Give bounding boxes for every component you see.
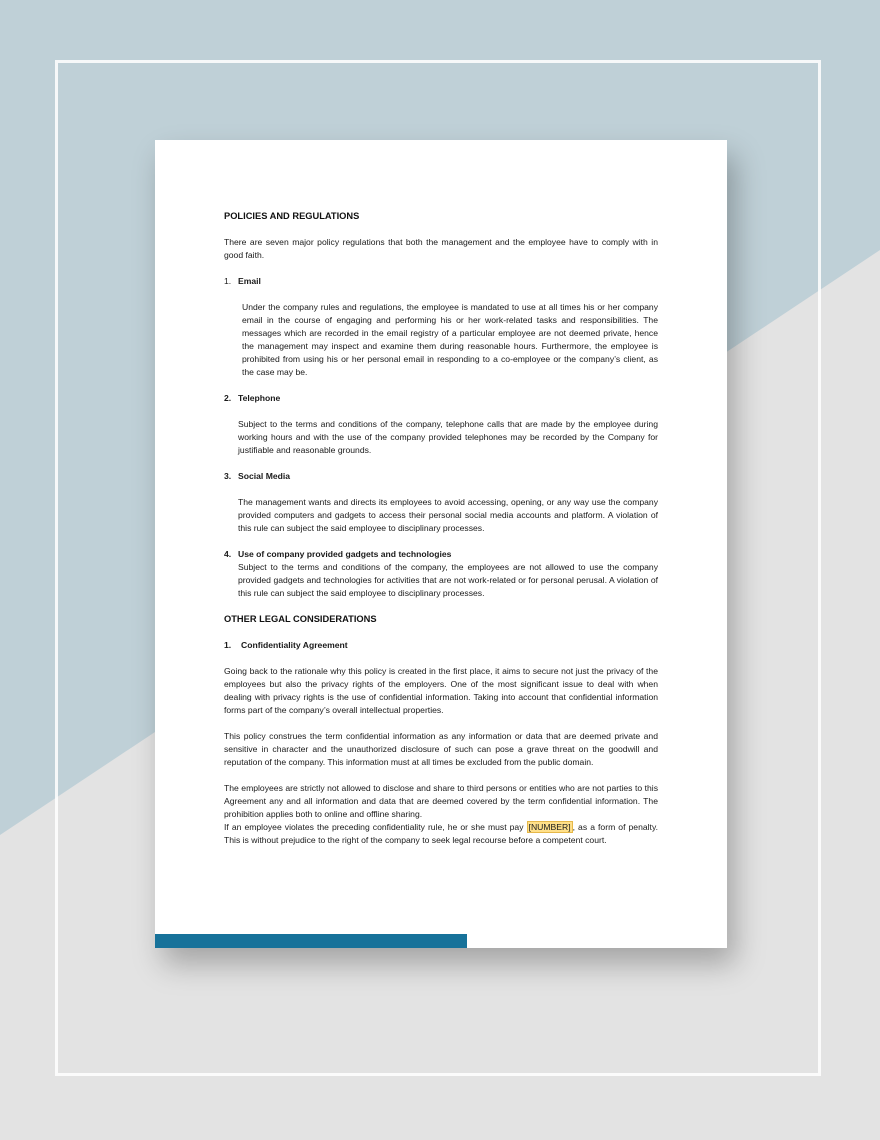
item-body-social-media: The management wants and directs its employees to avoid accessing, opening, or any way use the company provided computers and gadgets to access their personal social media accounts and platform. A violation of this rule can subject the said employee to disciplinary processes.	[238, 497, 658, 533]
item-heading-telephone	[224, 392, 658, 405]
penalty-text-after: , as a form of penalty. This is without prejudice to the right of the company to seek legal recourse before a competent court.	[224, 822, 658, 845]
subheading-title: Confidentiality Agreement	[241, 640, 348, 650]
paragraph-penalty	[224, 821, 658, 847]
item-number: 2.	[224, 393, 232, 403]
item-title: Social Media	[238, 471, 291, 481]
item-body-telephone: Subject to the terms and conditions of the company, telephone calls that are made by the employee during working hours and with the use of the company provided telephones may be recorded by the Company for justifiable and reasonable grounds.	[238, 419, 658, 455]
section-title-policies: POLICIES AND REGULATIONS	[224, 211, 360, 221]
paragraph-definition: This policy construes the term confidential information as any information or data that are deemed private and sensitive in character and the unauthorized disclosure of such can pose a grave threat on the goodwill and reputation of the company. This information must at all times be excluded from the public domain.	[224, 731, 658, 767]
item-heading-social-media	[224, 470, 658, 483]
item-heading-gadgets	[224, 548, 658, 561]
item-number: 1.	[224, 276, 232, 286]
paragraph-rationale: Going back to the rationale why this policy is created in the first place, it aims to secure not just the privacy of the employees but also the privacy rights of the employers. One of the most significant issue to deal with when dealing with privacy rights is the use of confidential information. Taking into account that confidential information forms part of the company’s overall intellectual properties.	[224, 666, 658, 715]
document-page	[155, 140, 727, 948]
intro-paragraph: There are seven major policy regulations that both the management and the employee have to comply with in good faith.	[224, 237, 658, 260]
item-body-email: Under the company rules and regulations, the employee is mandated to use at all times his or her company email in the course of engaging and performing his or her work-related tasks and responsibilities. The messages which are recorded in the email registry of a particular employee are not deemed private, hence the management may inspect and examine them during reasonable hours. Furthermore, the employee is prohibited from using his or her personal email in responding to a co-employee or the company’s client, as the case may be.	[242, 302, 658, 377]
paragraph-prohibition: The employees are strictly not allowed to disclose and share to third persons or entities who are not parties to this Agreement any and all information and data that are deemed covered by the term confidential information. The prohibition applies both to online and offline sharing.	[224, 783, 658, 819]
number-placeholder[interactable]: [NUMBER]	[528, 822, 571, 832]
penalty-text-before: If an employee violates the preceding confidentiality rule, he or she must pay	[224, 822, 527, 832]
item-heading-email	[224, 275, 658, 288]
item-number: 4.	[224, 549, 232, 559]
item-body-gadgets: Subject to the terms and conditions of the company, the employees are not allowed to use the company provided gadgets and technologies for activities that are not work-related or for personal perusal. A violation of this rule can subject the said employee to disciplinary processes.	[238, 562, 658, 598]
subheading-number: 1.	[224, 640, 232, 650]
document-content	[224, 210, 658, 860]
subheading-confidentiality	[224, 639, 658, 652]
page-accent-bar	[155, 934, 467, 948]
section-title-legal: OTHER LEGAL CONSIDERATIONS	[224, 614, 377, 624]
item-title: Telephone	[238, 393, 281, 403]
item-number: 3.	[224, 471, 232, 481]
item-title: Email	[238, 276, 261, 286]
item-title: Use of company provided gadgets and technologies	[238, 549, 452, 559]
